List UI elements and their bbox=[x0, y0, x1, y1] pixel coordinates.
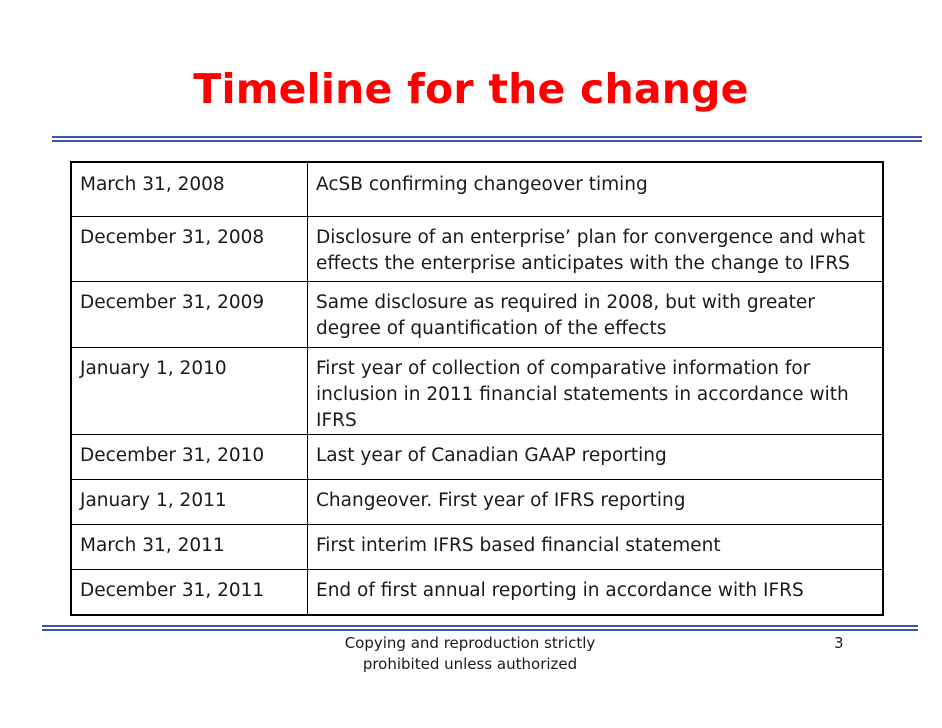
timeline-event: First interim IFRS based financial statement bbox=[308, 525, 884, 570]
timeline-date: December 31, 2009 bbox=[71, 282, 308, 348]
timeline-date: January 1, 2011 bbox=[71, 480, 308, 525]
copyright-notice bbox=[310, 633, 630, 675]
timeline-row bbox=[71, 162, 883, 217]
timeline-row bbox=[71, 435, 883, 480]
timeline-row bbox=[71, 525, 883, 570]
timeline-date: December 31, 2011 bbox=[71, 570, 308, 616]
title-divider bbox=[52, 136, 922, 143]
timeline-table bbox=[70, 161, 884, 616]
timeline-row bbox=[71, 282, 883, 348]
timeline-date: March 31, 2011 bbox=[71, 525, 308, 570]
timeline-date: December 31, 2010 bbox=[71, 435, 308, 480]
title-divider-line-2 bbox=[52, 140, 922, 142]
slide-title: Timeline for the change bbox=[193, 65, 749, 113]
timeline-date: December 31, 2008 bbox=[71, 217, 308, 282]
timeline-event: Last year of Canadian GAAP reporting bbox=[308, 435, 884, 480]
footer-divider-line-2 bbox=[42, 629, 918, 631]
copyright-line-2: prohibited unless authorized bbox=[362, 655, 578, 673]
timeline-event: First year of collection of comparative information for inclusion in 2011 financial statements in accordance with IFRS bbox=[308, 348, 884, 435]
timeline-date: January 1, 2010 bbox=[71, 348, 308, 435]
timeline-date: March 31, 2008 bbox=[71, 162, 308, 217]
title-divider-line-1 bbox=[52, 136, 922, 138]
copyright-line-1: Copying and reproduction strictly bbox=[344, 634, 596, 652]
timeline-event: Same disclosure as required in 2008, but with greater degree of quantification of the effects bbox=[308, 282, 884, 348]
timeline-row bbox=[71, 570, 883, 616]
timeline-event: AcSB confirming changeover timing bbox=[308, 162, 884, 217]
page-number: 3 bbox=[834, 634, 844, 652]
timeline-event: Changeover. First year of IFRS reporting bbox=[308, 480, 884, 525]
timeline-event: End of first annual reporting in accordance with IFRS bbox=[308, 570, 884, 616]
timeline-row bbox=[71, 480, 883, 525]
timeline-row bbox=[71, 217, 883, 282]
timeline-event: Disclosure of an enterprise’ plan for convergence and what effects the enterprise anticipates with the change to IFRS bbox=[308, 217, 884, 282]
footer-divider-line-1 bbox=[42, 625, 918, 627]
footer-divider bbox=[42, 625, 918, 632]
timeline-row bbox=[71, 348, 883, 435]
